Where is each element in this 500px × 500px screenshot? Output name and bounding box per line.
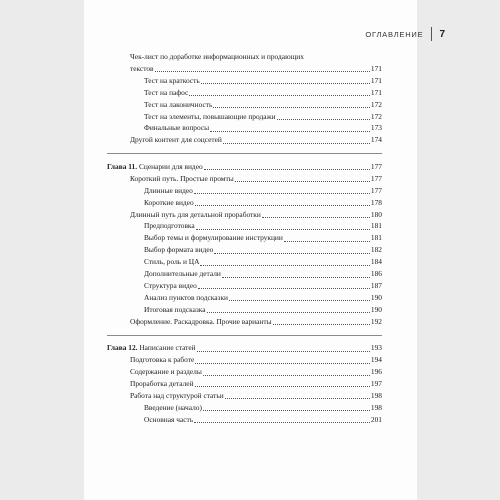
page-header bbox=[365, 27, 445, 41]
toc-page-number: 184 bbox=[370, 257, 382, 267]
toc-entry-title: Финальные вопросы bbox=[144, 123, 210, 133]
dot-leader bbox=[198, 288, 370, 289]
dot-leader bbox=[225, 398, 370, 399]
toc-page-number: 190 bbox=[370, 304, 382, 314]
dot-leader bbox=[223, 143, 370, 144]
dot-leader bbox=[195, 386, 370, 387]
dot-leader bbox=[203, 375, 370, 376]
toc-entry-title: Выбор темы и формулирование инструкции bbox=[144, 233, 283, 243]
dot-leader bbox=[235, 181, 370, 182]
chapter-label: Глава 11. bbox=[107, 161, 138, 171]
dot-leader bbox=[201, 83, 370, 84]
chapter-label: Глава 12. bbox=[107, 343, 138, 353]
toc-entry-title: Короткий путь. Простые промты bbox=[130, 173, 234, 183]
toc-entry bbox=[107, 280, 382, 292]
toc-page-number: 174 bbox=[370, 135, 382, 145]
toc-page-number: 171 bbox=[370, 63, 382, 73]
toc-entry bbox=[107, 99, 382, 111]
dot-leader bbox=[229, 300, 370, 301]
toc-intro-items bbox=[107, 75, 382, 146]
chapter-heading-12 bbox=[107, 342, 382, 354]
toc-entry bbox=[107, 244, 382, 256]
toc-entry bbox=[107, 354, 382, 366]
dot-leader bbox=[200, 265, 369, 266]
toc-entry bbox=[107, 256, 382, 268]
toc-entry-title: Основная часть bbox=[144, 414, 194, 424]
toc-entry bbox=[107, 366, 382, 378]
toc-page-number: 171 bbox=[370, 87, 382, 97]
toc-entry bbox=[107, 134, 382, 146]
toc-entry bbox=[107, 378, 382, 390]
toc-entry-title: Стиль, роль и ЦА bbox=[144, 257, 200, 267]
dot-leader bbox=[222, 277, 370, 278]
toc-entry-title: Оформление. Раскадровка. Прочие варианты bbox=[130, 316, 272, 326]
chapter-heading-11 bbox=[107, 161, 382, 173]
toc-entry bbox=[107, 268, 382, 280]
dot-leader bbox=[189, 95, 370, 96]
toc-entry-title: Работа над структурой статьи bbox=[130, 390, 224, 400]
toc-entry bbox=[107, 63, 382, 75]
toc-page-number: 193 bbox=[370, 343, 382, 353]
toc-page-number: 192 bbox=[370, 316, 382, 326]
toc-page-number: 177 bbox=[370, 185, 382, 195]
toc-entry-title: Длинные видео bbox=[144, 185, 193, 195]
toc-entry bbox=[107, 197, 382, 209]
chapter-title: Написание статей bbox=[139, 343, 196, 353]
toc-entry-title: Тест на элементы, повышающие продажи bbox=[144, 111, 276, 121]
toc-page-number: 198 bbox=[370, 402, 382, 412]
toc-entry-title: Структура видео bbox=[144, 281, 197, 290]
dot-leader bbox=[196, 229, 370, 230]
toc-entry-title: Тест на пафос bbox=[144, 87, 189, 97]
chapter-title: Сценарии для видео bbox=[138, 161, 203, 171]
toc-entry-title: Введение (начало) bbox=[144, 402, 202, 412]
table-of-contents bbox=[107, 51, 382, 426]
dot-leader bbox=[195, 205, 370, 206]
toc-entry-title: Предподготовка bbox=[144, 221, 195, 231]
toc-entry bbox=[107, 185, 382, 197]
dot-leader bbox=[277, 119, 370, 120]
toc-entry-title: Короткие видео bbox=[144, 197, 194, 207]
toc-page-number: 177 bbox=[370, 161, 382, 171]
section-divider bbox=[107, 153, 382, 154]
toc-entry-title: Дополнительные детали bbox=[144, 269, 221, 279]
dot-leader bbox=[197, 351, 370, 352]
header-divider bbox=[431, 27, 432, 41]
toc-page-number: 171 bbox=[370, 75, 382, 85]
toc-entry bbox=[107, 87, 382, 99]
dot-leader bbox=[262, 217, 370, 218]
chapter-11-items bbox=[107, 173, 382, 328]
toc-page-number: 201 bbox=[370, 414, 382, 424]
toc-entry bbox=[107, 304, 382, 316]
dot-leader bbox=[195, 363, 370, 364]
toc-page-number: 172 bbox=[370, 111, 382, 121]
toc-page-number: 180 bbox=[370, 209, 382, 219]
toc-page-number: 173 bbox=[370, 123, 382, 133]
toc-page-number: 186 bbox=[370, 269, 382, 279]
toc-entry bbox=[107, 402, 382, 414]
toc-page-number: 197 bbox=[370, 379, 382, 389]
toc-entry bbox=[107, 111, 382, 123]
toc-page-number: 190 bbox=[370, 292, 382, 302]
toc-entry bbox=[107, 220, 382, 232]
dot-leader bbox=[203, 410, 370, 411]
toc-entry-title: Подготовка к работе bbox=[130, 355, 195, 365]
toc-entry bbox=[107, 316, 382, 328]
toc-entry-title: Выбор формата видео bbox=[144, 245, 214, 255]
toc-entry bbox=[107, 173, 382, 185]
dot-leader bbox=[204, 169, 370, 170]
dot-leader bbox=[155, 71, 370, 72]
toc-page-number: 181 bbox=[370, 233, 382, 243]
toc-entry-title-line1: Чек-лист по доработке информационных и продающих bbox=[130, 52, 304, 61]
toc-entry bbox=[107, 414, 382, 426]
dot-leader bbox=[194, 422, 370, 423]
dot-leader bbox=[210, 131, 370, 132]
toc-entry-title-line2: текстов bbox=[130, 63, 154, 73]
dot-leader bbox=[207, 312, 370, 313]
toc-page-number: 196 bbox=[370, 367, 382, 377]
dot-leader bbox=[213, 107, 370, 108]
dot-leader bbox=[194, 193, 370, 194]
toc-page-number: 187 bbox=[370, 281, 382, 290]
toc-page-number: 194 bbox=[370, 355, 382, 365]
toc-entry-title: Тест на краткость bbox=[144, 75, 200, 85]
chapter-12-items bbox=[107, 354, 382, 425]
page-number: 7 bbox=[439, 28, 445, 40]
toc-entry bbox=[107, 292, 382, 304]
toc-entry bbox=[107, 209, 382, 221]
toc-entry bbox=[107, 122, 382, 134]
toc-entry-title: Содержание и разделы bbox=[130, 367, 202, 377]
toc-page-number: 182 bbox=[370, 245, 382, 255]
toc-entry bbox=[107, 232, 382, 244]
toc-page-number: 172 bbox=[370, 99, 382, 109]
toc-entry-title: Другой контент для соцсетей bbox=[130, 135, 222, 145]
toc-entry-title: Тест на лаконичность bbox=[144, 99, 213, 109]
toc-page-number: 178 bbox=[370, 197, 382, 207]
toc-entry bbox=[107, 75, 382, 87]
dot-leader bbox=[214, 253, 370, 254]
toc-entry bbox=[107, 390, 382, 402]
section-divider bbox=[107, 335, 382, 336]
toc-entry-title: Проработка деталей bbox=[130, 379, 194, 389]
dot-leader bbox=[284, 241, 370, 242]
toc-page-number: 181 bbox=[370, 221, 382, 231]
toc-entry-title: Анализ пунктов подсказки bbox=[144, 292, 229, 302]
toc-entry-title: Длинный путь для детальной проработки bbox=[130, 209, 261, 219]
toc-page-number: 198 bbox=[370, 390, 382, 400]
running-title: ОГЛАВЛЕНИЕ bbox=[365, 29, 424, 39]
toc-entry-title: Итоговая подсказка bbox=[144, 304, 206, 314]
dot-leader bbox=[273, 324, 370, 325]
toc-page-number: 177 bbox=[370, 173, 382, 183]
